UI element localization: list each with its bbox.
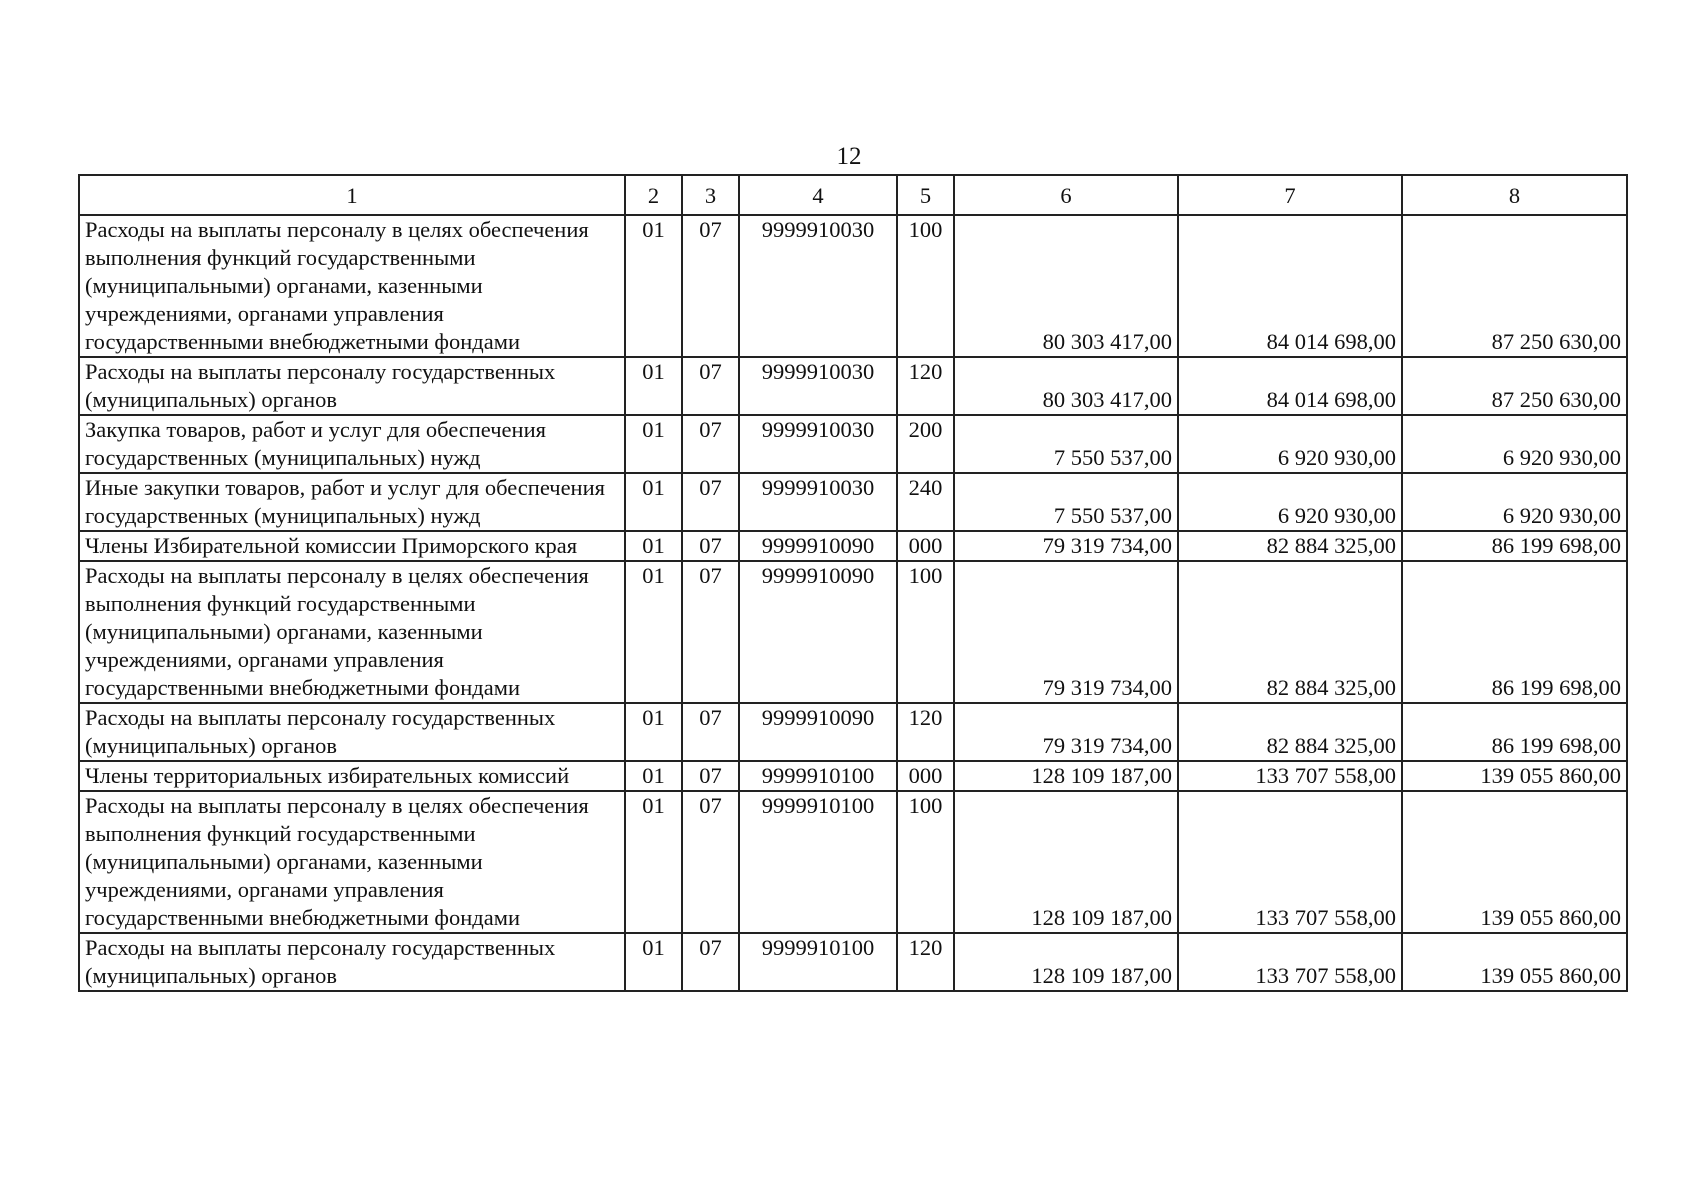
subsection-code: 07 bbox=[682, 561, 739, 703]
section-code: 01 bbox=[625, 473, 682, 531]
row-description: Расходы на выплаты персоналу государственных (муниципальных) органов bbox=[79, 357, 625, 415]
target-article-code: 9999910030 bbox=[739, 357, 897, 415]
amount-col-6: 128 109 187,00 bbox=[954, 761, 1178, 791]
table-body bbox=[79, 175, 1627, 991]
amount-col-7: 133 707 558,00 bbox=[1178, 791, 1402, 933]
section-code: 01 bbox=[625, 933, 682, 991]
section-code: 01 bbox=[625, 791, 682, 933]
expense-type-code: 000 bbox=[897, 761, 954, 791]
target-article-code: 9999910090 bbox=[739, 531, 897, 561]
section-code: 01 bbox=[625, 357, 682, 415]
amount-col-6: 80 303 417,00 bbox=[954, 215, 1178, 357]
amount-col-8: 86 199 698,00 bbox=[1402, 531, 1627, 561]
expense-type-code: 240 bbox=[897, 473, 954, 531]
section-code: 01 bbox=[625, 531, 682, 561]
expense-type-code: 120 bbox=[897, 357, 954, 415]
amount-col-6: 128 109 187,00 bbox=[954, 933, 1178, 991]
expense-type-code: 100 bbox=[897, 215, 954, 357]
target-article-code: 9999910090 bbox=[739, 703, 897, 761]
amount-col-6: 7 550 537,00 bbox=[954, 415, 1178, 473]
section-code: 01 bbox=[625, 703, 682, 761]
amount-col-8: 139 055 860,00 bbox=[1402, 933, 1627, 991]
amount-col-7: 6 920 930,00 bbox=[1178, 415, 1402, 473]
amount-col-7: 6 920 930,00 bbox=[1178, 473, 1402, 531]
subsection-code: 07 bbox=[682, 357, 739, 415]
subsection-code: 07 bbox=[682, 415, 739, 473]
amount-col-8: 87 250 630,00 bbox=[1402, 215, 1627, 357]
section-code: 01 bbox=[625, 215, 682, 357]
amount-col-7: 82 884 325,00 bbox=[1178, 703, 1402, 761]
target-article-code: 9999910090 bbox=[739, 561, 897, 703]
section-code: 01 bbox=[625, 761, 682, 791]
amount-col-7: 82 884 325,00 bbox=[1178, 561, 1402, 703]
subsection-code: 07 bbox=[682, 473, 739, 531]
amount-col-6: 79 319 734,00 bbox=[954, 703, 1178, 761]
expense-type-code: 120 bbox=[897, 933, 954, 991]
amount-col-8: 87 250 630,00 bbox=[1402, 357, 1627, 415]
subsection-code: 07 bbox=[682, 791, 739, 933]
amount-col-7: 133 707 558,00 bbox=[1178, 761, 1402, 791]
row-description: Расходы на выплаты персоналу в целях обеспечения выполнения функций государственными (муниципальными) органами, казенными учреждениями, органами управления государственными внебюджетными фондами bbox=[79, 561, 625, 703]
table-row bbox=[79, 215, 1627, 357]
row-description: Расходы на выплаты персоналу государственных (муниципальных) органов bbox=[79, 933, 625, 991]
table-row bbox=[79, 415, 1627, 473]
row-description: Иные закупки товаров, работ и услуг для обеспечения государственных (муниципальных) нужд bbox=[79, 473, 625, 531]
amount-col-7: 84 014 698,00 bbox=[1178, 215, 1402, 357]
table-header-row bbox=[79, 175, 1627, 215]
amount-col-6: 80 303 417,00 bbox=[954, 357, 1178, 415]
subsection-code: 07 bbox=[682, 703, 739, 761]
column-header: 7 bbox=[1178, 175, 1402, 215]
table-row bbox=[79, 561, 1627, 703]
table-row bbox=[79, 761, 1627, 791]
row-description: Расходы на выплаты персоналу в целях обеспечения выполнения функций государственными (муниципальными) органами, казенными учреждениями, органами управления государственными внебюджетными фондами bbox=[79, 215, 625, 357]
target-article-code: 9999910100 bbox=[739, 791, 897, 933]
target-article-code: 9999910030 bbox=[739, 473, 897, 531]
budget-table bbox=[78, 174, 1628, 992]
expense-type-code: 200 bbox=[897, 415, 954, 473]
amount-col-7: 133 707 558,00 bbox=[1178, 933, 1402, 991]
target-article-code: 9999910030 bbox=[739, 415, 897, 473]
target-article-code: 9999910030 bbox=[739, 215, 897, 357]
amount-col-6: 79 319 734,00 bbox=[954, 531, 1178, 561]
table-row bbox=[79, 703, 1627, 761]
expense-type-code: 100 bbox=[897, 791, 954, 933]
table-row bbox=[79, 473, 1627, 531]
amount-col-6: 128 109 187,00 bbox=[954, 791, 1178, 933]
amount-col-7: 84 014 698,00 bbox=[1178, 357, 1402, 415]
table-row bbox=[79, 531, 1627, 561]
expense-type-code: 100 bbox=[897, 561, 954, 703]
column-header: 8 bbox=[1402, 175, 1627, 215]
column-header: 5 bbox=[897, 175, 954, 215]
subsection-code: 07 bbox=[682, 531, 739, 561]
subsection-code: 07 bbox=[682, 215, 739, 357]
column-header: 6 bbox=[954, 175, 1178, 215]
column-header: 2 bbox=[625, 175, 682, 215]
amount-col-8: 139 055 860,00 bbox=[1402, 791, 1627, 933]
subsection-code: 07 bbox=[682, 933, 739, 991]
amount-col-8: 139 055 860,00 bbox=[1402, 761, 1627, 791]
subsection-code: 07 bbox=[682, 761, 739, 791]
table-row bbox=[79, 791, 1627, 933]
column-header: 3 bbox=[682, 175, 739, 215]
target-article-code: 9999910100 bbox=[739, 761, 897, 791]
table-row bbox=[79, 933, 1627, 991]
row-description: Расходы на выплаты персоналу в целях обеспечения выполнения функций государственными (муниципальными) органами, казенными учреждениями, органами управления государственными внебюджетными фондами bbox=[79, 791, 625, 933]
amount-col-8: 86 199 698,00 bbox=[1402, 561, 1627, 703]
row-description: Закупка товаров, работ и услуг для обеспечения государственных (муниципальных) нужд bbox=[79, 415, 625, 473]
amount-col-7: 82 884 325,00 bbox=[1178, 531, 1402, 561]
amount-col-8: 86 199 698,00 bbox=[1402, 703, 1627, 761]
table-row bbox=[79, 357, 1627, 415]
amount-col-8: 6 920 930,00 bbox=[1402, 415, 1627, 473]
row-description: Члены территориальных избирательных комиссий bbox=[79, 761, 625, 791]
column-header: 1 bbox=[79, 175, 625, 215]
amount-col-6: 79 319 734,00 bbox=[954, 561, 1178, 703]
target-article-code: 9999910100 bbox=[739, 933, 897, 991]
row-description: Члены Избирательной комиссии Приморского края bbox=[79, 531, 625, 561]
row-description: Расходы на выплаты персоналу государственных (муниципальных) органов bbox=[79, 703, 625, 761]
amount-col-8: 6 920 930,00 bbox=[1402, 473, 1627, 531]
expense-type-code: 120 bbox=[897, 703, 954, 761]
expense-type-code: 000 bbox=[897, 531, 954, 561]
section-code: 01 bbox=[625, 561, 682, 703]
amount-col-6: 7 550 537,00 bbox=[954, 473, 1178, 531]
column-header: 4 bbox=[739, 175, 897, 215]
page-number: 12 bbox=[836, 143, 862, 170]
section-code: 01 bbox=[625, 415, 682, 473]
